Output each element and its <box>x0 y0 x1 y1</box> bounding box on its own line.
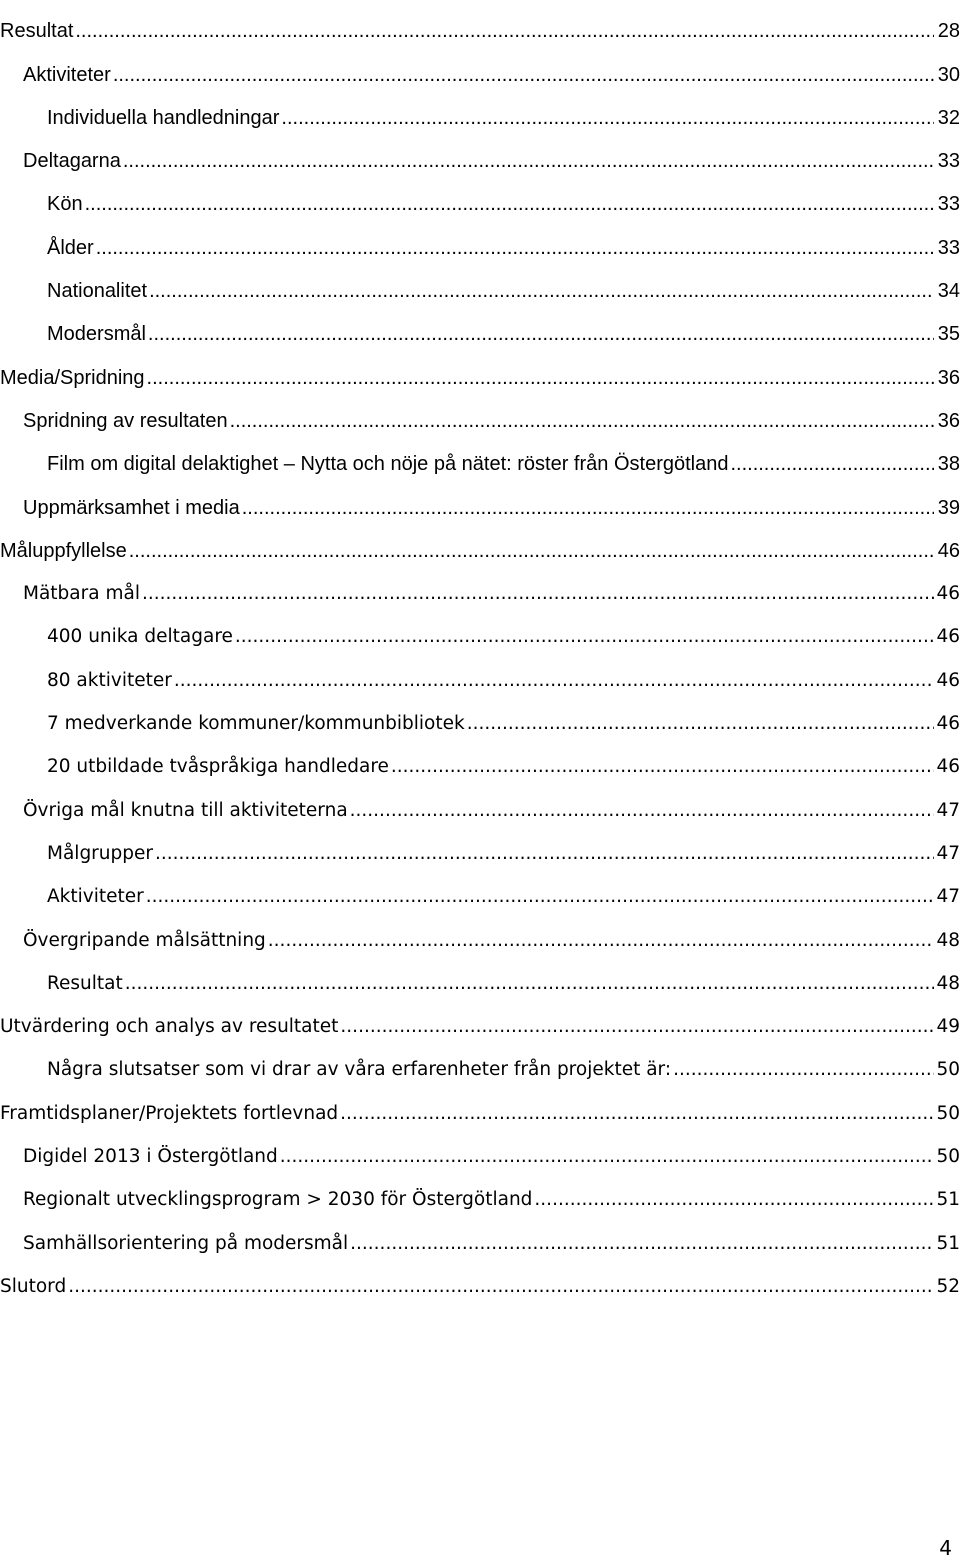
toc-entry-page[interactable]: 48 <box>936 929 960 951</box>
toc-entry-title[interactable]: Övergripande målsättning <box>23 929 266 951</box>
toc-entry-page[interactable]: 46 <box>936 583 960 605</box>
toc-dot-leader <box>340 1015 934 1039</box>
toc-entry[interactable] <box>0 693 960 736</box>
toc-entry[interactable] <box>0 476 960 519</box>
toc-entry-page[interactable]: 33 <box>937 193 960 216</box>
toc-entry-title[interactable]: Övriga mål knutna till aktiviteterna <box>23 799 348 821</box>
toc-dot-leader <box>230 409 934 433</box>
toc-dot-leader <box>147 366 934 390</box>
toc-entry-page[interactable]: 36 <box>937 366 960 389</box>
toc-dot-leader <box>350 1232 934 1256</box>
toc-entry[interactable] <box>0 433 960 476</box>
toc-entry-title[interactable]: Några slutsatser som vi drar av våra erfarenheter från projektet är: <box>47 1059 672 1081</box>
toc-entry-title[interactable]: Kön <box>47 193 83 216</box>
toc-entry[interactable] <box>0 866 960 909</box>
toc-dot-leader <box>123 149 934 173</box>
toc-entry[interactable] <box>0 563 960 606</box>
toc-entry[interactable] <box>0 260 960 303</box>
toc-entry-page[interactable]: 34 <box>937 280 960 303</box>
toc-entry[interactable] <box>0 130 960 173</box>
toc-entry-page[interactable]: 50 <box>936 1102 960 1124</box>
toc-entry[interactable] <box>0 390 960 433</box>
toc-dot-leader <box>730 452 934 476</box>
toc-entry-page[interactable]: 28 <box>937 20 960 43</box>
toc-dot-leader <box>155 842 934 866</box>
toc-entry-page[interactable]: 49 <box>936 1016 960 1038</box>
toc-entry-title[interactable]: Modersmål <box>47 323 146 346</box>
toc-entry[interactable] <box>0 1169 960 1212</box>
toc-entry-title[interactable]: Digidel 2013 i Östergötland <box>23 1146 278 1168</box>
toc-entry-page[interactable]: 33 <box>937 150 960 173</box>
toc-entry-page[interactable]: 51 <box>936 1189 960 1211</box>
toc-entry[interactable] <box>0 823 960 866</box>
toc-entry-page[interactable]: 46 <box>936 669 960 691</box>
toc-entry[interactable] <box>0 736 960 779</box>
toc-entry[interactable] <box>0 1212 960 1255</box>
toc-dot-leader <box>68 1275 934 1299</box>
toc-entry[interactable] <box>0 953 960 996</box>
toc-entry-page[interactable]: 50 <box>936 1146 960 1168</box>
toc-entry[interactable] <box>0 1082 960 1125</box>
toc-entry-title[interactable]: Ålder <box>47 236 94 259</box>
toc-entry[interactable] <box>0 649 960 692</box>
toc-entry-page[interactable]: 50 <box>936 1059 960 1081</box>
toc-dot-leader <box>235 625 934 649</box>
toc-dot-leader <box>113 63 934 87</box>
toc-entry[interactable] <box>0 43 960 86</box>
toc-entry-title[interactable]: 400 unika deltagare <box>47 626 233 648</box>
toc-entry[interactable] <box>0 173 960 216</box>
toc-entry-page[interactable]: 46 <box>936 626 960 648</box>
toc-entry-page[interactable]: 46 <box>937 539 960 562</box>
toc-dot-leader <box>146 885 934 909</box>
toc-entry-title[interactable]: Media/Spridning <box>0 366 145 389</box>
toc-entry-title[interactable]: Mätbara mål <box>23 583 140 605</box>
toc-dot-leader <box>148 322 934 346</box>
toc-dot-leader <box>174 669 934 693</box>
toc-entry-title[interactable]: 80 aktiviteter <box>47 669 172 691</box>
toc-dot-leader <box>96 236 934 260</box>
toc-entry-page[interactable]: 48 <box>936 972 960 994</box>
toc-entry[interactable] <box>0 520 960 563</box>
toc-dot-leader <box>673 1058 934 1082</box>
toc-entry-title[interactable]: Aktiviteter <box>47 886 144 908</box>
toc-dot-leader <box>340 1102 934 1126</box>
toc-entry-page[interactable]: 39 <box>937 496 960 519</box>
toc-entry[interactable] <box>0 1256 960 1299</box>
toc-entry-title[interactable]: Resultat <box>47 972 123 994</box>
toc-entry[interactable] <box>0 1126 960 1169</box>
toc-dot-leader <box>142 582 934 606</box>
toc-dot-leader <box>281 106 934 130</box>
toc-entry[interactable] <box>0 87 960 130</box>
toc-dot-leader <box>534 1188 934 1212</box>
toc-dot-leader <box>242 496 934 520</box>
toc-dot-leader <box>85 192 934 216</box>
toc-entry-page[interactable]: 35 <box>937 323 960 346</box>
toc-entry-title[interactable]: Resultat <box>0 20 74 43</box>
toc-entry-title[interactable]: Uppmärksamhet i media <box>23 496 240 519</box>
toc-entry-page[interactable]: 38 <box>937 453 960 476</box>
toc-entry-title[interactable]: Utvärdering och analys av resultatet <box>0 1016 339 1038</box>
toc-entry-page[interactable]: 32 <box>937 106 960 129</box>
toc-entry-page[interactable]: 51 <box>936 1232 960 1254</box>
page-number: 4 <box>939 1536 952 1560</box>
toc-entry-title[interactable]: Individuella handledningar <box>47 106 280 129</box>
toc-entry-title[interactable]: Måluppfyllelse <box>0 539 127 562</box>
toc-entry-title[interactable]: Framtidsplaner/Projektets fortlevnad <box>0 1102 339 1124</box>
toc-dot-leader <box>149 279 934 303</box>
toc-entry[interactable] <box>0 303 960 346</box>
toc-entry[interactable] <box>0 606 960 649</box>
toc-entry-title[interactable]: Deltagarna <box>23 150 121 173</box>
toc-entry-title[interactable]: Målgrupper <box>47 842 153 864</box>
toc-entry-page[interactable]: 47 <box>936 842 960 864</box>
toc-dot-leader <box>125 972 934 996</box>
toc-entry-page[interactable]: 33 <box>937 236 960 259</box>
toc-entry-page[interactable]: 52 <box>936 1275 960 1297</box>
toc-entry-title[interactable]: Film om digital delaktighet – Nytta och nöje på nätet: röster från Östergötland <box>47 453 729 476</box>
toc-entry-page[interactable]: 46 <box>936 756 960 778</box>
toc-dot-leader <box>391 755 934 779</box>
toc-dot-leader <box>467 712 934 736</box>
toc-dot-leader <box>129 539 934 563</box>
toc-entry[interactable] <box>0 779 960 822</box>
toc-entry-title[interactable]: Regionalt utvecklingsprogram > 2030 för Östergötland <box>23 1189 533 1211</box>
toc-entry-title[interactable]: Nationalitet <box>47 280 148 303</box>
toc-dot-leader <box>75 19 934 43</box>
toc-entry-title[interactable]: Samhällsorientering på modersmål <box>23 1232 349 1254</box>
toc-entry-title[interactable]: Aktiviteter <box>23 63 111 86</box>
toc-entry[interactable] <box>0 346 960 389</box>
toc-entry-title[interactable]: 20 utbildade tvåspråkiga handledare <box>47 756 389 778</box>
toc-dot-leader <box>268 929 934 953</box>
toc-entry-page[interactable]: 46 <box>936 713 960 735</box>
toc-entry-page[interactable]: 36 <box>937 409 960 432</box>
toc-entry[interactable] <box>0 216 960 259</box>
toc-entry[interactable] <box>0 996 960 1039</box>
toc-entry-page[interactable]: 47 <box>936 799 960 821</box>
toc-entry-title[interactable]: Spridning av resultaten <box>23 409 228 432</box>
toc-entry[interactable] <box>0 909 960 952</box>
toc-entry[interactable] <box>0 1039 960 1082</box>
toc-dot-leader <box>280 1145 934 1169</box>
toc-entry[interactable] <box>0 0 960 43</box>
toc-entry-page[interactable]: 30 <box>937 63 960 86</box>
toc-entry-title[interactable]: Slutord <box>0 1275 67 1297</box>
toc-dot-leader <box>350 799 934 823</box>
toc-entry-page[interactable]: 47 <box>936 886 960 908</box>
toc-entry-title[interactable]: 7 medverkande kommuner/kommunbibliotek <box>47 713 465 735</box>
